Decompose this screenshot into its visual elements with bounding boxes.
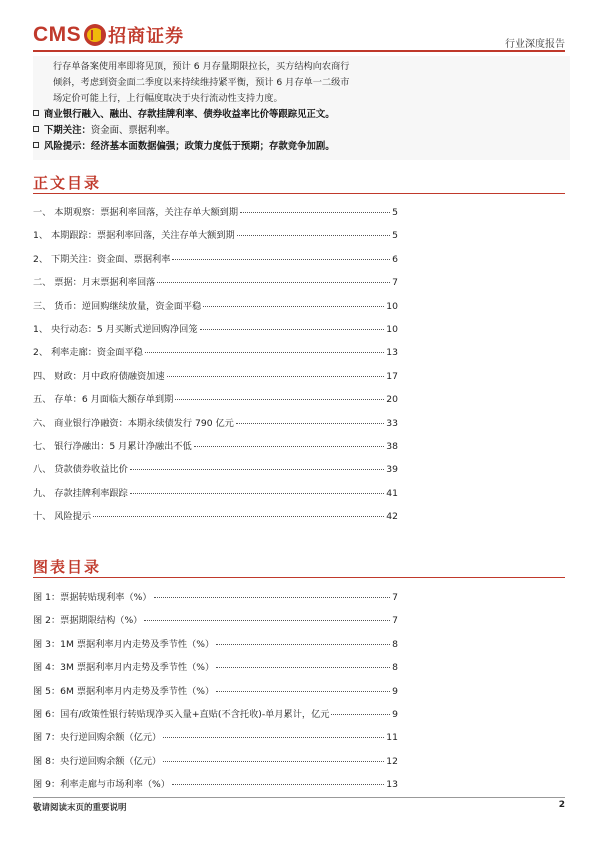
toc-entry-page: 7 [392,277,398,289]
toc-entry[interactable] [33,511,398,523]
dot-leader [93,516,384,517]
dot-leader [163,737,384,738]
dot-leader [200,329,385,330]
figure-entry[interactable] [33,686,398,698]
company-logo [33,21,184,49]
figure-entry-page: 8 [392,638,398,650]
bullet-text: 资金面、票据利率。 [90,125,176,136]
toc-entry-label: 八、 贷款债券收益比价 [33,464,128,476]
dot-leader [163,761,384,762]
figure-entry-page: 8 [392,662,398,674]
bullet-label: 下期关注： [44,125,91,136]
toc-entry-label: 1、 央行动态：5 月买断式逆回购净回笼 [33,324,198,335]
checkbox-bullet-icon [33,142,39,148]
logo-emblem-icon [84,24,106,46]
toc-entry-label: 三、 货币：逆回购继续放量，资金面平稳 [33,300,202,312]
figure-entry-page: 12 [386,755,398,767]
figure-entry-label: 图 3：1M 票据利率月内走势及季节性（%） [33,638,215,650]
dot-leader [216,691,390,692]
figure-entry-page: 13 [386,779,398,791]
dot-leader [237,235,390,236]
logo-text-latin: CMS [33,23,82,46]
figure-entry-label: 图 6：国有/政策性银行转贴现净买入量+直贴(不含托收)-单月累计，亿元 [33,709,330,720]
toc-entry[interactable] [33,254,398,266]
toc-entry-page: 17 [386,370,398,382]
figure-entry-page: 7 [392,615,398,627]
dot-leader [130,469,385,470]
figure-entry[interactable] [33,709,398,721]
figure-entry-label: 图 5：6M 票据利率月内走势及季节性（%） [33,685,215,697]
toc-entry-page: 6 [392,253,398,265]
toc-entry-label: 一、 本期观察：票据利率回落，关注存单大额到期 [33,207,239,218]
toc-entry[interactable] [33,371,398,383]
toc-entry-page: 13 [386,347,398,359]
figure-entry[interactable] [33,756,398,768]
figures-title-rule [33,577,565,578]
figure-entry-page: 11 [386,732,398,744]
dot-leader [167,376,385,377]
summary-box [33,56,400,160]
footer-divider [33,797,565,798]
summary-line: 倾斜，考虑到资金面二季度以来持续维持紧平衡，预计 6 月存单一二级市 [53,77,350,88]
figure-entry-label: 图 7：央行逆回购余额（亿元） [33,732,162,744]
bullet-text: 经济基本面数据偏强；政策力度低于预期；存款竞争加剧。 [90,141,335,152]
toc-entry-page: 38 [386,441,398,452]
figure-entry[interactable] [33,662,398,674]
toc-entry-page: 10 [386,324,398,335]
figure-entry-label: 图 8：央行逆回购余额（亿元） [33,755,162,767]
dot-leader [236,423,384,424]
toc-entry-label: 2、 利率走廊：资金面平稳 [33,347,143,359]
toc-entry[interactable] [33,464,398,476]
dot-leader [240,212,390,213]
figure-entry-label: 图 2：票据期限结构（%） [33,615,143,627]
toc-entry-page: 42 [386,511,398,523]
figure-entry-page: 9 [392,685,398,697]
toc-title-rule [33,193,565,194]
toc-entry[interactable] [33,441,398,453]
toc-entry-page: 5 [392,230,398,242]
toc-entry-label: 七、 银行净融出：5 月累计净融出不低 [33,441,192,452]
summary-line: 行存单备案使用率即将见顶，预计 6 月存量期限拉长，买方结构向农商行 [53,61,350,72]
toc-title: 正文目录 [33,174,102,192]
bullet-text: 商业银行融入、融出、存款挂牌利率、债券收益率比价等跟踪见正文。 [44,109,335,120]
toc-entry-page: 5 [392,207,398,218]
toc-entry-label: 十、 风险提示 [33,511,92,523]
toc-entry[interactable] [33,488,398,500]
dot-leader [130,493,385,494]
page-header [33,18,565,50]
footer-disclaimer: 敬请阅读末页的重要说明 [33,803,127,813]
figure-entry-page: 7 [392,592,398,603]
toc-entry[interactable] [33,418,398,430]
summary-bullet [33,140,335,154]
figures-title: 图表目录 [33,558,102,576]
dot-leader [144,620,390,621]
toc-entry[interactable] [33,277,398,289]
dot-leader [172,784,384,785]
summary-bullet [33,124,175,138]
dot-leader [172,259,390,260]
toc-entry[interactable] [33,394,398,406]
page-number: 2 [558,800,565,810]
figure-entry-label: 图 4：3M 票据利率月内走势及季节性（%） [33,662,215,674]
dot-leader [331,714,390,715]
figure-entry-label: 图 1：票据转贴现利率（%） [33,592,152,603]
toc-entry[interactable] [33,207,398,219]
toc-entry-label: 六、 商业银行净融资：本期永续债发行 790 亿元 [33,417,234,429]
toc-entry[interactable] [33,230,398,242]
toc-entry-page: 20 [386,394,398,406]
toc-entry-page: 10 [386,300,398,312]
figure-entry-page: 9 [392,709,398,720]
toc-entry-label: 二、 票据：月末票据利率回落 [33,277,156,289]
figure-entry[interactable] [33,779,398,791]
figure-entry[interactable] [33,592,398,604]
logo-text-chinese: 招商证券 [108,26,185,47]
toc-entry-label: 2、 下期关注：资金面、票据利率 [33,253,171,265]
toc-entry-label: 1、 本期跟踪：票据利率回落，关注存单大额到期 [33,230,235,242]
bullet-label: 风险提示： [44,141,91,152]
summary-side-panel [400,56,570,160]
figure-entry[interactable] [33,732,398,744]
dot-leader [203,306,384,307]
toc-entry-label: 九、 存款挂牌利率跟踪 [33,487,128,499]
checkbox-bullet-icon [33,126,39,132]
toc-entry-page: 39 [386,464,398,476]
toc-entry-label: 五、 存单：6 月面临大额存单到期 [33,394,174,406]
summary-line: 场定价可能上行，上行幅度取决于央行流动性支持力度。 [53,93,283,104]
checkbox-bullet-icon [33,110,39,116]
toc-entry-page: 33 [386,417,398,429]
dot-leader [216,667,390,668]
dot-leader [154,597,391,598]
dot-leader [157,282,390,283]
figure-entry[interactable] [33,639,398,651]
toc-entry[interactable] [33,301,398,313]
toc-entry-label: 四、 财政：月中政府债融资加速 [33,370,165,382]
report-type: 行业深度报告 [505,39,565,50]
toc-entry-page: 41 [386,487,398,499]
dot-leader [216,644,390,645]
figure-entry[interactable] [33,615,398,627]
header-divider [33,50,565,52]
dot-leader [145,352,384,353]
summary-bullet [33,108,335,122]
dot-leader [175,399,384,400]
toc-entry[interactable] [33,347,398,359]
figure-entry-label: 图 9：利率走廊与市场利率（%） [33,779,170,791]
dot-leader [194,446,385,447]
toc-entry[interactable] [33,324,398,336]
